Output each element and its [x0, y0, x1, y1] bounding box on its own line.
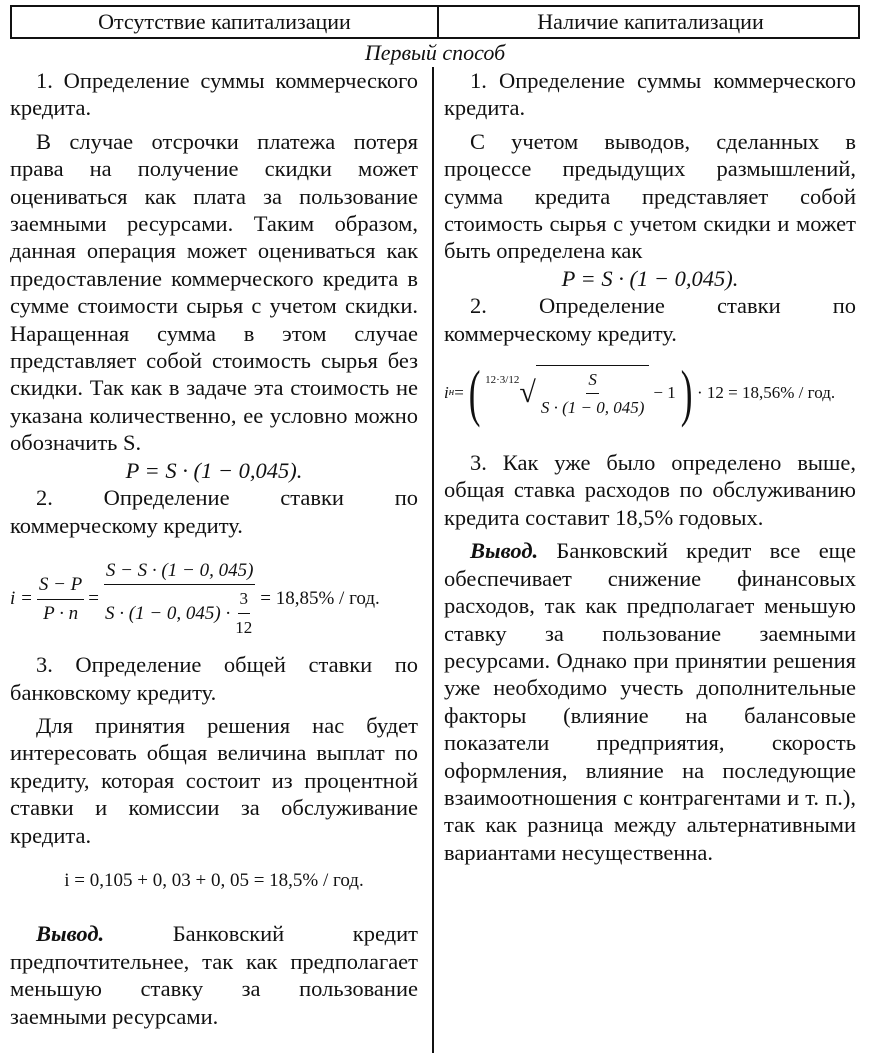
- right-explanation: С учетом выводов, сделанных в процессе предыдущих размышлений, сумма кредита представляет собой стоимость сырья с учетом скидки и может быть определена как: [444, 128, 856, 264]
- fraction-3-num: 3: [238, 585, 251, 613]
- right-column: [430, 67, 856, 1030]
- fraction-2-num: S − S · (1 − 0, 045): [104, 557, 256, 585]
- fraction-1-num: S − P: [37, 571, 84, 599]
- header-right: Наличие капитализации: [537, 9, 764, 34]
- right-conclusion: [444, 537, 856, 866]
- fraction-1: [37, 571, 84, 627]
- left-step-1: 1. Определение суммы коммерческого кредита.: [10, 68, 418, 121]
- left-explanation: В случае отсрочки платежа потеря права на получение скидки может оцениваться как плата за пользование заемными ресурсами. Таким образом, данная операция может оцениваться как предоставление коммерческого кредита в сумме стоимости сырья с учетом скидки. Наращенная сумма в этом случае представляет собой стоимость сырья без скидки. Так как в задаче эта стоимость не указана количественно, ее условно можно обозначить S.: [10, 128, 418, 456]
- left-total-formula: i = 0,105 + 0, 03 + 0, 05 = 18,5% / год.: [64, 869, 364, 891]
- fraction-2-den-a: S · (1 − 0, 045) ·: [105, 602, 231, 624]
- radical-sign: √: [519, 376, 536, 410]
- right-step-2: 2. Определение ставки по коммерческому кредиту.: [444, 293, 856, 346]
- fraction-3-den: 12: [235, 617, 253, 637]
- formula-lhs-sub: н: [448, 386, 455, 399]
- column-divider: [432, 67, 434, 1053]
- formula-minus: − 1: [653, 383, 676, 403]
- conclusion-label: Вывод.: [36, 921, 105, 947]
- formula-result: = 18,85% / год.: [260, 588, 380, 610]
- left-step-2: 2. Определение ставки по коммерческому кредиту.: [10, 485, 418, 538]
- conclusion-label: Вывод.: [470, 538, 539, 564]
- formula-lhs-eq: =: [454, 383, 464, 403]
- right-rate-formula: [444, 357, 856, 429]
- right-step-1: 1. Определение суммы коммерческого кредита.: [444, 68, 856, 121]
- formula-eq: =: [88, 588, 100, 610]
- root-den: S · (1 − 0, 045): [540, 398, 645, 418]
- columns: [10, 67, 860, 1030]
- left-rate-formula: [10, 557, 418, 641]
- root-fraction: [536, 365, 650, 422]
- formula-result: · 12 = 18,56% / год.: [697, 383, 836, 403]
- fraction-2: [103, 557, 256, 641]
- formula-lhs: i: [444, 383, 449, 403]
- left-payments: Для принятия решения нас будет интересовать общая величина выплат по кредиту, которая состоит из процентной ставки и комиссии за обслуживание кредита.: [10, 712, 418, 848]
- table-header: [10, 5, 860, 39]
- right-paren: ): [680, 357, 693, 429]
- fraction-3: [233, 585, 254, 641]
- root-index: 12·3/12: [485, 374, 520, 387]
- right-formula-p: P = S · (1 − 0,045).: [561, 265, 739, 291]
- fraction-1-den: P · n: [43, 602, 79, 624]
- left-conclusion: [10, 920, 418, 1030]
- left-column: [10, 67, 430, 1030]
- left-paren: (: [468, 357, 481, 429]
- document-page: [10, 5, 860, 1030]
- conclusion-text: Банковский кредит все еще обеспечивает снижение финансовых расходов, так как предполагает меньшую ставку за пользование заемными ресурсами. Однако при принятии решения уже необходимо учесть дополнительные факторы (влияние на балансовые показатели предприятия, скорость оформления, влияние на последующие взаимоотношения с контрагентами и т. п.), так как разница между альтернативными вариантами несущественна.: [444, 538, 856, 865]
- root-num: S: [586, 366, 599, 394]
- conclusion-text: Банковский кредит предпочтительнее, так как предполагает меньшую ставку за пользование заемными ресурсами.: [10, 921, 418, 1029]
- fraction-2-den: [103, 585, 256, 641]
- method-title: Первый способ: [364, 40, 506, 65]
- right-step-3: 3. Как уже было определено выше, общая ставка расходов по обслуживанию кредита составит 18,5% годовых.: [444, 450, 856, 530]
- left-formula-p: P = S · (1 − 0,045).: [125, 457, 303, 483]
- formula-lhs: i =: [10, 588, 33, 610]
- left-step-3: 3. Определение общей ставки по банковскому кредиту.: [10, 652, 418, 705]
- header-left: Отсутствие капитализации: [12, 7, 439, 37]
